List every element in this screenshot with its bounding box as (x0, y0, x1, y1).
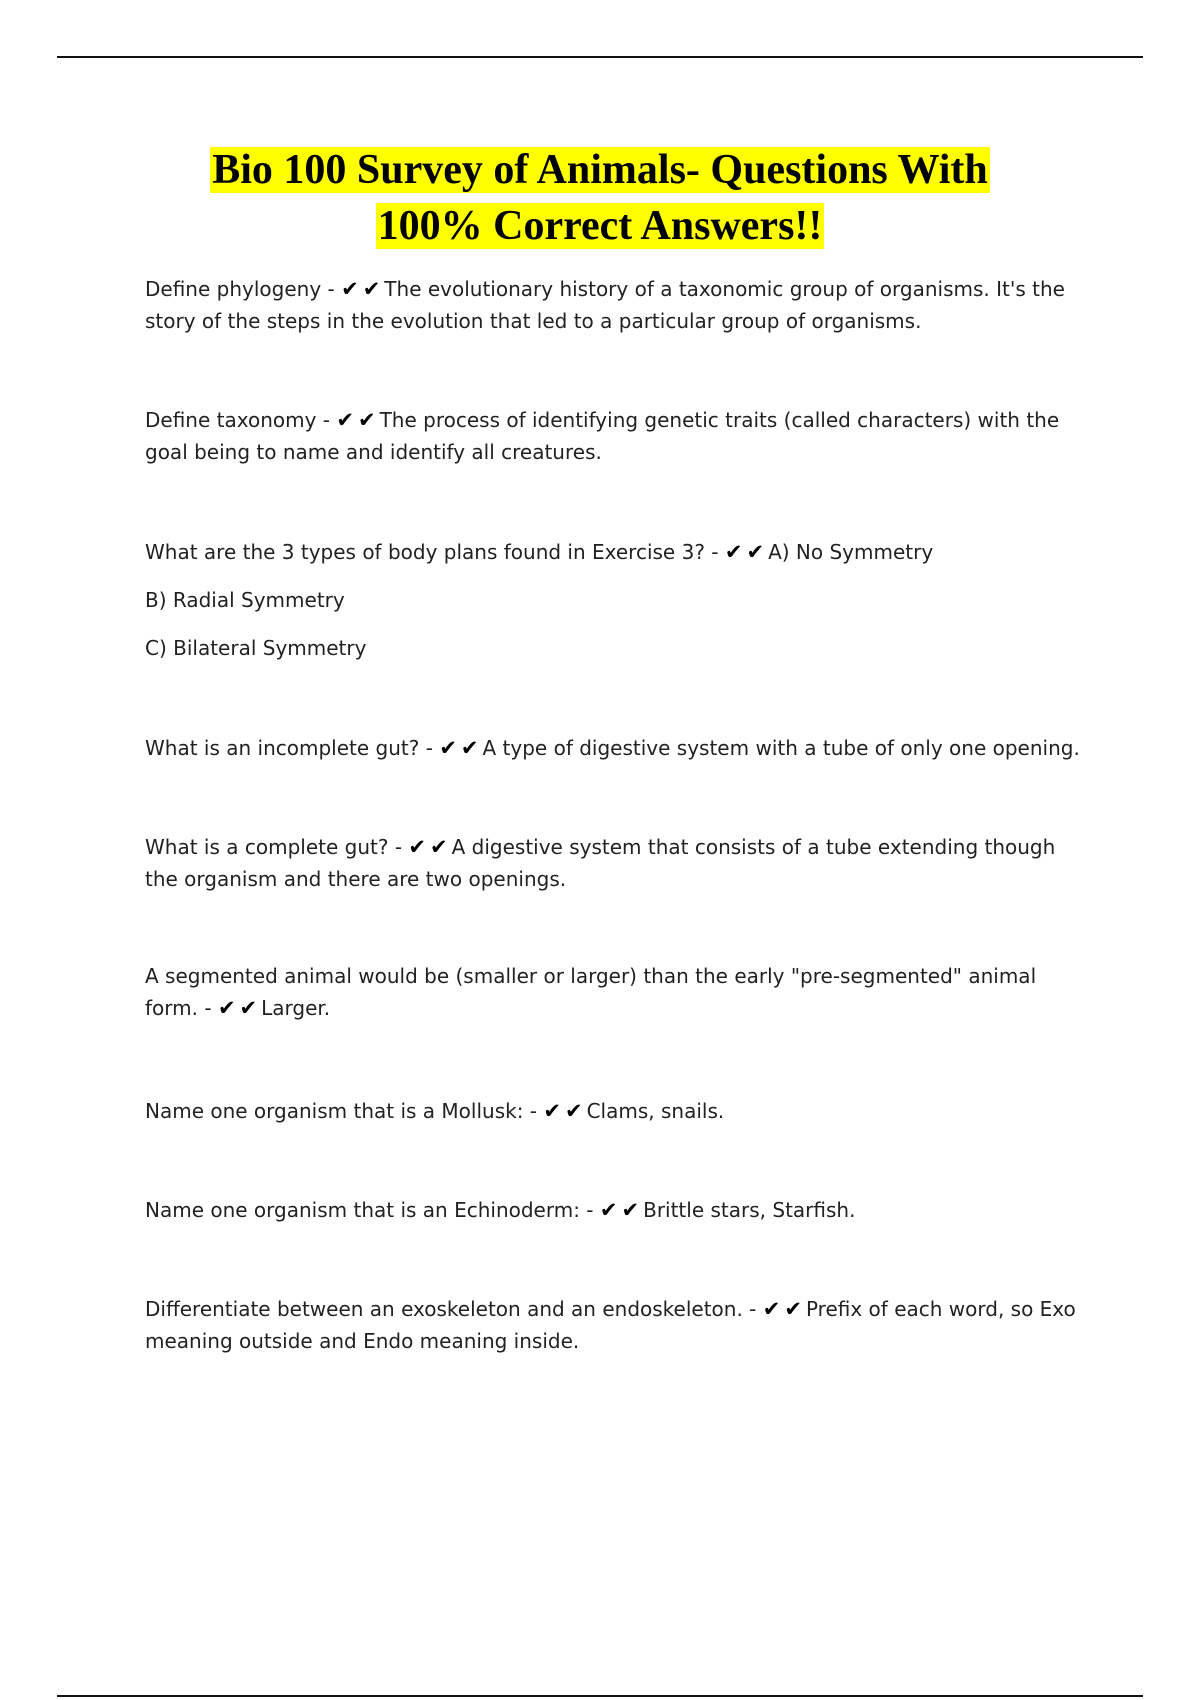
check-icon: ✔✔ (543, 1099, 587, 1123)
top-rule (57, 56, 1143, 58)
answer-text: Prefix of each word, so Exo meaning outside and Endo meaning inside. (145, 1297, 1076, 1353)
qa-item-echinoderm (145, 1194, 1090, 1226)
qa-item-mollusk (145, 1095, 1090, 1127)
check-icon: ✔✔ (217, 996, 262, 1020)
question-text: What is an incomplete gut? (145, 736, 420, 760)
bottom-rule (57, 1695, 1143, 1697)
answer-text: A type of digestive system with a tube of only one opening. (482, 736, 1080, 760)
qa-text (145, 273, 1090, 337)
check-icon: ✔✔ (724, 540, 769, 564)
separator: - (321, 277, 342, 301)
qa-item-segmented (145, 960, 1090, 1024)
answer-line-b: B) Radial Symmetry (145, 588, 345, 612)
question-text: Define taxonomy (145, 408, 317, 432)
qa-text (145, 831, 1090, 895)
qa-item-phylogeny (145, 273, 1090, 337)
qa-item-complete-gut (145, 831, 1090, 895)
check-icon: ✔✔ (599, 1198, 644, 1222)
qa-text (145, 404, 1090, 468)
check-icon: ✔✔ (408, 835, 452, 859)
separator: - (742, 1297, 763, 1321)
answer-text: Clams, snails. (586, 1099, 725, 1123)
separator: - (198, 996, 218, 1020)
qa-text (145, 960, 1090, 1024)
qa-text (145, 1293, 1090, 1357)
question-text: Differentiate between an exoskeleton and an endoskeleton. (145, 1297, 743, 1321)
separator: - (523, 1099, 544, 1123)
qa-item-skeleton (145, 1293, 1090, 1357)
check-icon: ✔✔ (341, 277, 385, 301)
answer-text: The evolutionary history of a taxonomic group of organisms. It's the story of the steps in the evolution that led to a particular group of organisms. (145, 277, 1065, 333)
question-text: What are the 3 types of body plans found in Exercise 3? (145, 540, 705, 564)
question-text: Define phylogeny (145, 277, 322, 301)
answer-text: Larger. (261, 996, 331, 1020)
title-line-1: Bio 100 Survey of Animals- Questions With (212, 147, 988, 193)
question-text: Name one organism that is a Mollusk: (145, 1099, 524, 1123)
qa-text (145, 1194, 1090, 1226)
question-text: A segmented animal would be (smaller or larger) than the early "pre-segmented" animal form. (145, 964, 1037, 1020)
qa-text (145, 732, 1090, 764)
separator: - (704, 540, 725, 564)
answer-text: A) No Symmetry (768, 540, 934, 564)
check-icon: ✔✔ (336, 408, 380, 432)
answer-line-c: C) Bilateral Symmetry (145, 636, 367, 660)
qa-item-body-plans (145, 536, 1090, 664)
answer-text: Brittle stars, Starfish. (643, 1198, 856, 1222)
qa-text (145, 536, 1090, 568)
qa-text (145, 1095, 1090, 1127)
check-icon: ✔✔ (439, 736, 483, 760)
question-text: Name one organism that is an Echinoderm: (145, 1198, 580, 1222)
separator: - (419, 736, 440, 760)
question-text: What is a complete gut? (145, 835, 389, 859)
separator: - (388, 835, 409, 859)
separator: - (579, 1198, 600, 1222)
separator: - (316, 408, 337, 432)
answer-text: A digestive system that consists of a tube extending though the organism and there are two openings. (145, 835, 1056, 891)
check-icon: ✔✔ (762, 1297, 806, 1321)
qa-item-taxonomy (145, 404, 1090, 468)
document-title (0, 142, 1200, 254)
title-line-2: 100% Correct Answers!! (377, 203, 823, 249)
answer-text: The process of identifying genetic traits (called characters) with the goal being to name and identify all creatures. (145, 408, 1060, 464)
qa-item-incomplete-gut (145, 732, 1090, 764)
